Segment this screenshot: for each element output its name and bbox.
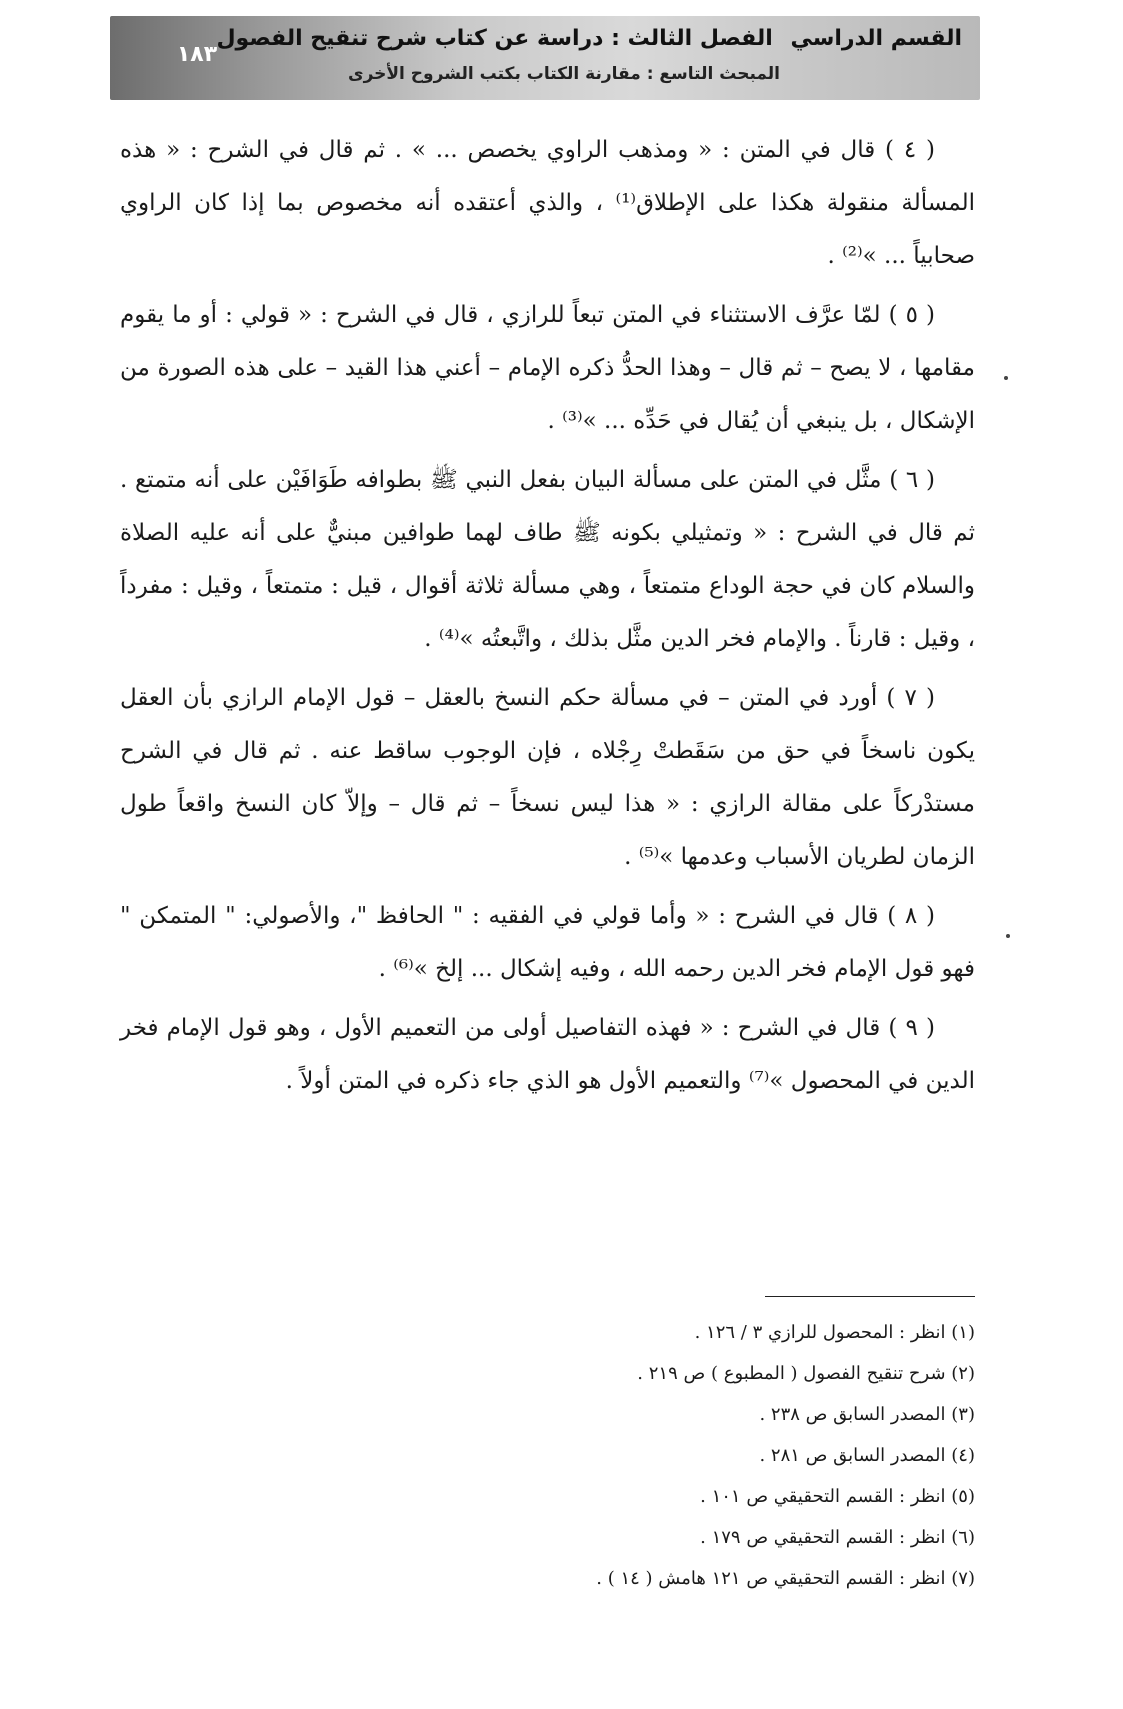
footnote-6: (٦) انظر : القسم التحقيقي ص ١٧٩ .	[700, 1527, 975, 1548]
paragraph-text: أورد في المتن – في مسألة حكم النسخ بالعقل – قول الإمام الرازي بأن العقل يكون ناسخاً في حق من سَقَطتْ رِجْلاه ، فإن الوجوب ساقط عنه . ثم قال في الشرح مستدْركاً على مقالة الرازي : « هذا ليس نسخاً – ثم قال – وإلاّ كان النسخ واقعاً طول الزمان لطريان الأسباب وعدمها »⁽⁵⁾ .	[120, 685, 975, 870]
header-subsection: المبحث التاسع : مقارنة الكتاب بكتب الشروح الأخرى	[347, 64, 780, 84]
paragraph-number: ( ٦ )	[889, 467, 935, 493]
paragraph-number: ( ٤ )	[885, 137, 935, 163]
margin-dot	[1004, 376, 1008, 380]
paragraph-8	[120, 890, 975, 996]
footnote-7: (٧) انظر : القسم التحقيقي ص ١٢١ هامش ( ١٤ ) .	[596, 1568, 975, 1589]
paragraph-text: قال في الشرح : « فهذه التفاصيل أولى من التعميم الأول ، وهو قول الإمام فخر الدين في المحصول »⁽⁷⁾ والتعميم الأول هو الذي جاء ذكره في المتن أولاً .	[120, 1015, 975, 1094]
page-number: ١٨٣	[176, 42, 218, 67]
footnote-2: (٢) شرح تنقيح الفصول ( المطبوع ) ص ٢١٩ .	[637, 1363, 975, 1384]
paragraph-number: ( ٨ )	[887, 903, 935, 929]
paragraph-text: مثَّل في المتن على مسألة البيان بفعل النبي ﷺ بطوافه طَوَافَيْن على أنه متمتع . ثم قال في الشرح : « وتمثيلي بكونه ﷺ طاف لهما طوافين مبنيٌّ على أنه عليه الصلاة والسلام كان في حجة الوداع متمتعاً ، وهي مسألة ثلاثة أقوال ، قيل : متمتعاً ، وقيل : مفرداً ، وقيل : قارناً . والإمام فخر الدين مثَّل بذلك ، واتَّبعتُه »⁽⁴⁾ .	[120, 467, 975, 652]
paragraph-9	[120, 1002, 975, 1108]
footnote-1: (١) انظر : المحصول للرازي ٣ / ١٢٦ .	[694, 1322, 975, 1343]
page-header	[110, 16, 980, 100]
paragraph-text: قال في الشرح : « وأما قولي في الفقيه : " الحافظ "، والأصولي: " المتمكن " فهو قول الإمام فخر الدين رحمه الله ، وفيه إشكال ... إلخ »⁽⁶⁾ .	[120, 903, 975, 982]
footnote-separator	[765, 1296, 975, 1297]
footnotes	[400, 1312, 975, 1599]
paragraph-text: قال في المتن : « ومذهب الراوي يخصص ... » . ثم قال في الشرح : « هذه المسألة منقولة هكذا على الإطلاق⁽¹⁾ ، والذي أعتقده أنه مخصوص بما إذا كان الراوي صحابياً ... »⁽²⁾ .	[120, 137, 975, 269]
paragraph-number: ( ٩ )	[888, 1015, 935, 1041]
footnote-3: (٣) المصدر السابق ص ٢٣٨ .	[759, 1404, 975, 1425]
header-chapter: الفصل الثالث : دراسة عن كتاب شرح تنقيح الفصول	[216, 26, 773, 51]
header-section: القسم الدراسي	[790, 26, 962, 51]
margin-dot	[1006, 934, 1010, 938]
footnote-4: (٤) المصدر السابق ص ٢٨١ .	[759, 1445, 975, 1466]
paragraph-6	[120, 454, 975, 666]
paragraph-number: ( ٥ )	[888, 302, 935, 328]
paragraph-text: لمّا عرَّف الاستثناء في المتن تبعاً للرازي ، قال في الشرح : « قولي : أو ما يقوم مقامها ، لا يصح – ثم قال – وهذا الحدُّ ذكره الإمام – أعني هذا القيد – على هذه الصورة من الإشكال ، بل ينبغي أن يُقال في حَدِّه ... »⁽³⁾ .	[120, 302, 975, 434]
paragraph-5	[120, 289, 975, 448]
paragraph-number: ( ٧ )	[886, 685, 935, 711]
paragraph-4	[120, 124, 975, 283]
paragraph-7	[120, 672, 975, 884]
main-text	[120, 124, 975, 1114]
header-title-line	[216, 26, 962, 51]
footnote-5: (٥) انظر : القسم التحقيقي ص ١٠١ .	[700, 1486, 975, 1507]
